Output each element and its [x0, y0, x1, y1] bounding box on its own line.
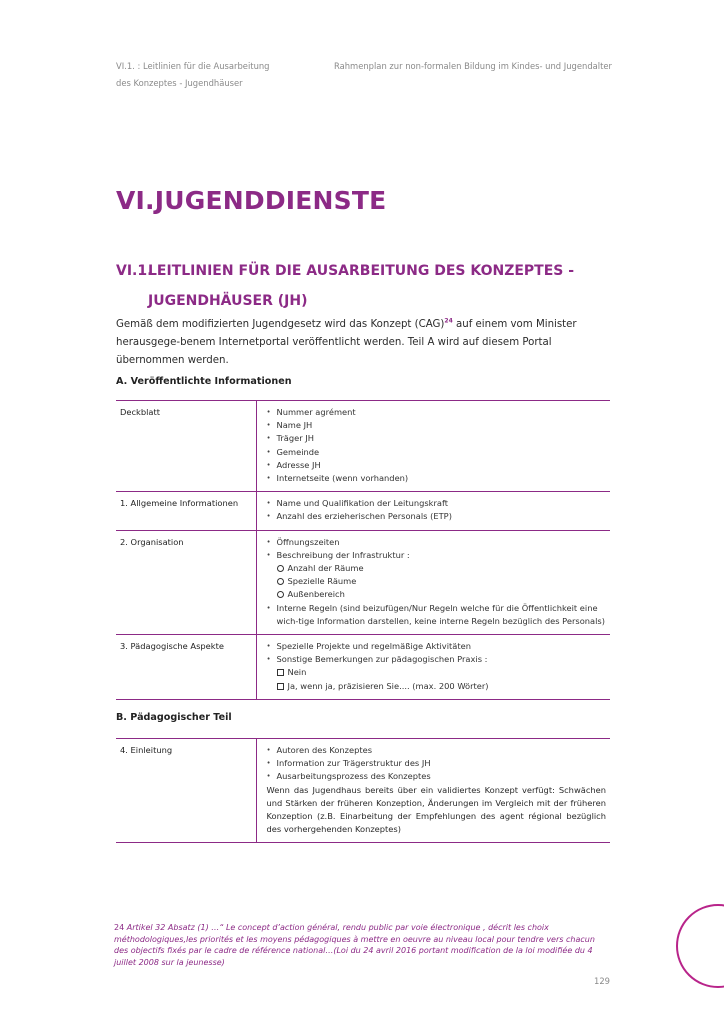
- intro-text-before: Gemäß dem modifizierten Jugendgesetz wird das Konzept (CAG): [116, 319, 445, 330]
- header-left-line2: des Konzeptes - Jugendhäuser: [116, 78, 243, 88]
- section-title-line2: JUGENDHÄUSER (JH): [148, 293, 308, 309]
- list-item: • Spezielle Projekte und regelmäßige Aktivitäten: [267, 640, 607, 653]
- footnote-reference: 24: [444, 317, 453, 325]
- section-heading: [116, 256, 616, 316]
- sub-list-item-text: Spezielle Räume: [287, 576, 357, 587]
- row-label: 4. Einleitung: [116, 739, 256, 843]
- list-item: • Name und Qualifikation der Leitungskraft: [267, 497, 607, 510]
- list-item: • Interne Regeln (sind beizufügen/Nur Regeln welche für die Öffentlichkeit eine wich-tige Information darstellen, keine interne Regeln bezüglich des Personals): [267, 602, 607, 628]
- circle-bullet-icon: [277, 591, 284, 598]
- list-item: • Adresse JH: [267, 459, 607, 472]
- running-header-right: Rahmenplan zur non-formalen Bildung im Kindes- und Jugendalter: [333, 61, 612, 71]
- sub-list-item-text: Anzahl der Räume: [287, 563, 364, 574]
- list-item: • Information zur Trägerstruktur des JH: [267, 757, 607, 770]
- list-item: • Gemeinde: [267, 446, 607, 459]
- checkbox-option: [277, 680, 607, 693]
- header-left-line1: VI.1. : Leitlinien für die Ausarbeitung: [116, 61, 270, 71]
- row-content: [256, 635, 610, 700]
- list-item: • Öffnungszeiten: [267, 536, 607, 549]
- checkbox-icon: [277, 669, 284, 676]
- chapter-title: VI.JUGENDDIENSTE: [116, 186, 387, 215]
- intro-paragraph: [116, 316, 612, 370]
- checkbox-label: Nein: [287, 667, 307, 678]
- row-paragraph: Wenn das Jugendhaus bereits über ein validiertes Konzept verfügt: Schwächen und Stärken der früheren Konzeption, Änderungen im Vergleich mit der früheren Konzeption (z.B. Einarbeitung der Empfehlungen des agent régional bezüglich des vorhergehenden Konzeptes): [266, 784, 606, 835]
- intro-text-after: auf einem vom Minister herausgege-benem Internetportal veröffentlicht werden. Teil A wird auf diesem Portal übernommen werden.: [116, 319, 577, 366]
- row-content: [256, 739, 610, 843]
- row-label: Deckblatt: [116, 401, 256, 492]
- footnote-text: Artikel 32 Absatz (1) …“ Le concept d’action général, rendu public par voie électronique , décrit les choix méthodologiques,les priorités et les moyens pédagogiques à mettre en oeuvre au niveau local pour tendre vers chacun des objectifs fixés par le cadre de référence national…(Loi du 24 avril 2016 portant modification de la loi modifiée du 4 juillet 2008 sur la jeunesse): [114, 923, 595, 967]
- part-b-heading: B. Pädagogischer Teil: [116, 712, 232, 723]
- list-item: • Nummer agrément: [267, 406, 607, 419]
- row-content: [256, 492, 610, 530]
- list-item: • Internetseite (wenn vorhanden): [267, 472, 607, 485]
- list-item: [267, 653, 607, 693]
- table-row: [116, 635, 610, 700]
- footnote-number: 24: [114, 923, 125, 932]
- list-item: [267, 549, 607, 602]
- part-a-table: [116, 400, 610, 700]
- list-item: • Anzahl des erzieherischen Personals (ETP): [267, 510, 607, 523]
- row-label: 1. Allgemeine Informationen: [116, 492, 256, 530]
- row-label: 3. Pädagogische Aspekte: [116, 635, 256, 700]
- part-b-table: [116, 738, 610, 843]
- row-content: [256, 530, 610, 634]
- circle-bullet-icon: [277, 565, 284, 572]
- list-item: • Autoren des Konzeptes: [267, 744, 607, 757]
- footnote: [114, 922, 610, 968]
- page-number: 129: [594, 976, 610, 986]
- decorative-circle: [676, 904, 724, 988]
- checkbox-option: [277, 666, 607, 679]
- sub-list-item: [277, 562, 607, 575]
- list-item-text: Sonstige Bemerkungen zur pädagogischen Praxis :: [276, 654, 488, 665]
- list-item: • Ausarbeitungsprozess des Konzeptes: [267, 770, 607, 783]
- table-row: [116, 739, 610, 843]
- section-number: VI.1.: [116, 263, 153, 279]
- section-title-line1: LEITLINIEN FÜR DIE AUSARBEITUNG DES KONZEPTES -: [148, 263, 575, 279]
- sub-list-item-text: Außenbereich: [287, 589, 345, 600]
- row-label: 2. Organisation: [116, 530, 256, 634]
- sub-list-item: [277, 575, 607, 588]
- table-row: [116, 492, 610, 530]
- part-a-heading: A. Veröffentlichte Informationen: [116, 376, 292, 387]
- checkbox-label: Ja, wenn ja, präzisieren Sie.... (max. 200 Wörter): [287, 680, 489, 691]
- circle-bullet-icon: [277, 578, 284, 585]
- row-content: [256, 401, 610, 492]
- list-item-text: Beschreibung der Infrastruktur :: [276, 549, 410, 560]
- list-item: • Name JH: [267, 419, 607, 432]
- list-item: • Träger JH: [267, 432, 607, 445]
- sub-list-item: [277, 588, 607, 601]
- table-row: [116, 401, 610, 492]
- running-header-left: [116, 58, 316, 92]
- checkbox-icon: [277, 683, 284, 690]
- table-row: [116, 530, 610, 634]
